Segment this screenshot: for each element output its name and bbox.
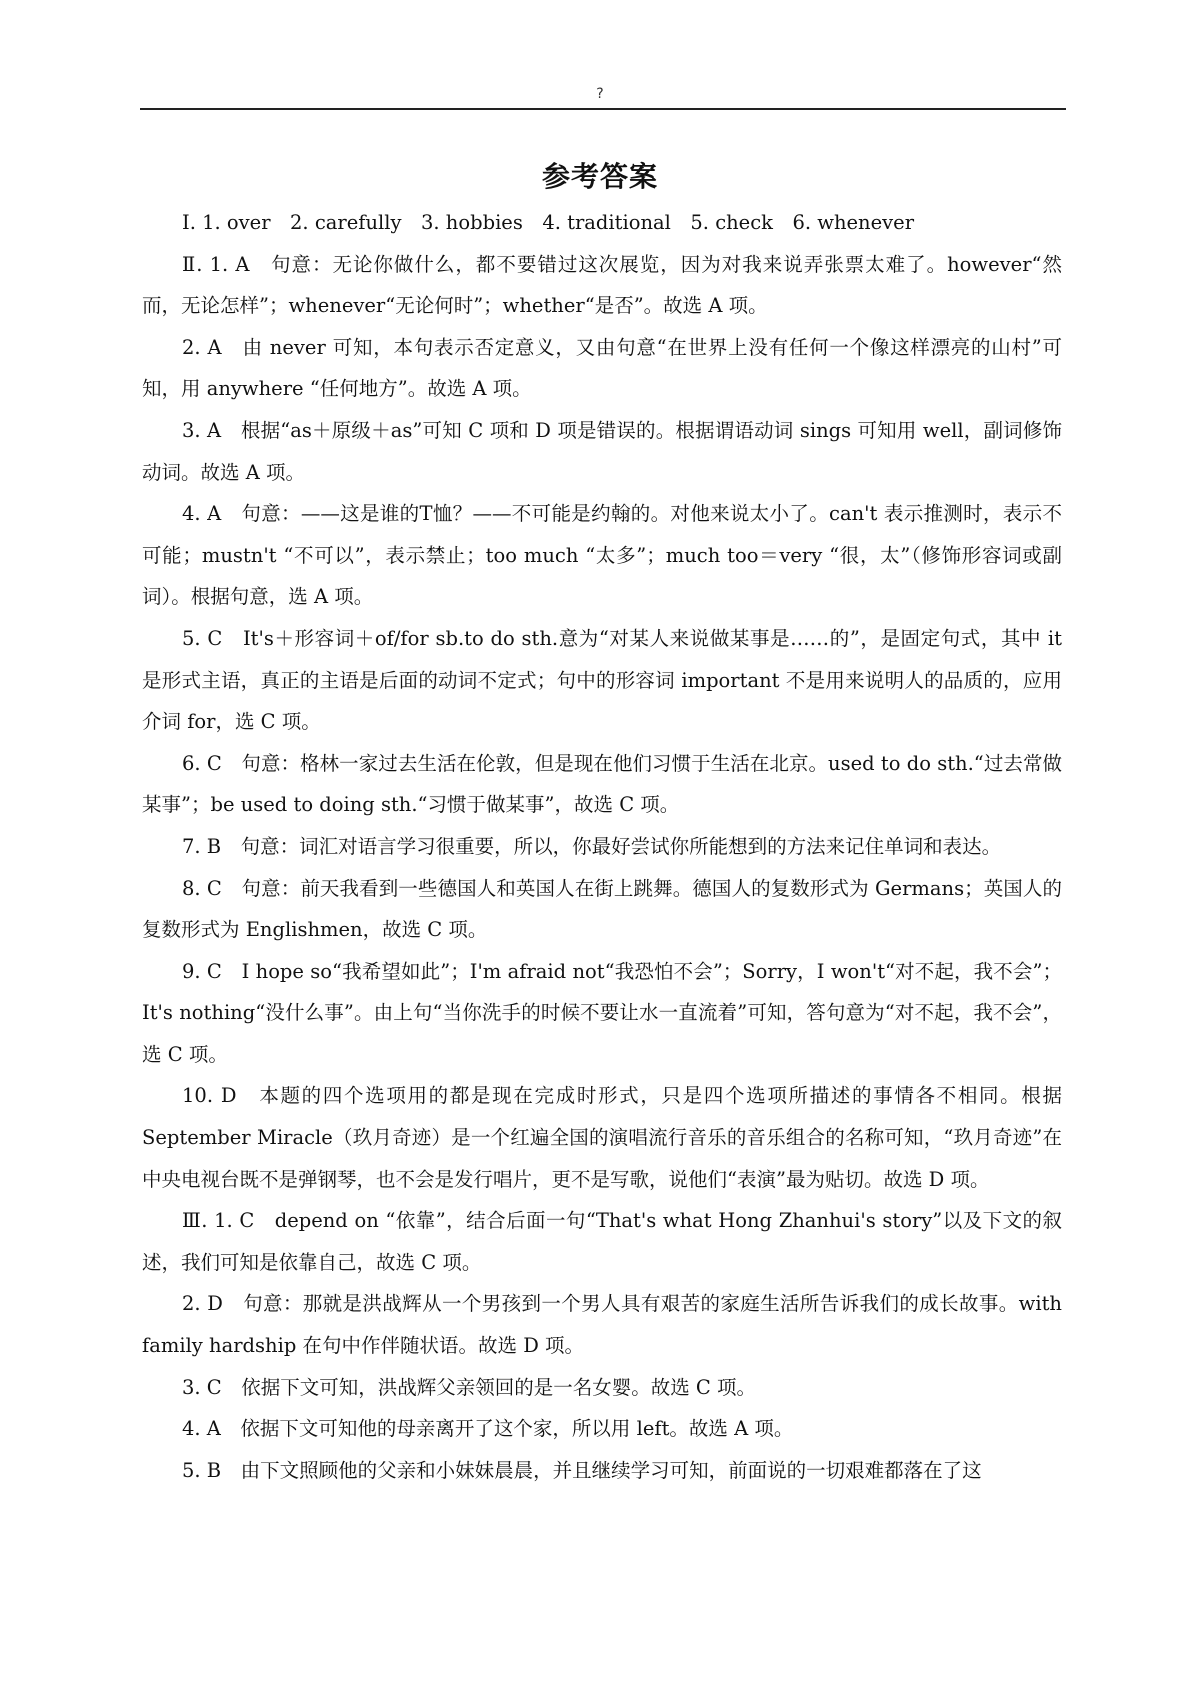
page-title: 参考答案 <box>541 160 658 193</box>
answer-section-2-q7: 7. B 句意：词汇对语言学习很重要，所以，你最好尝试你所能想到的方法来记住单词和表达。 <box>182 834 1002 858</box>
answer-section-2-q4: 4. A 句意：——这是谁的T恤？——不可能是约翰的。对他来说太小了。can't 表示推测时，表示不可能；mustn't “不可以”，表示禁止；too much “太多”；much too＝very “很，太”（修饰形容词或副词）。根据句意，选 A 项。 <box>142 502 1062 609</box>
answer-section-2-q2: 2. A 由 never 可知，本句表示否定意义，又由句意“在世界上没有任何一个像这样漂亮的山村”可知，用 anywhere “任何地方”。故选 A 项。 <box>142 335 1062 401</box>
answer-content <box>142 202 1062 1491</box>
answer-section-2-q6: 6. C 句意：格林一家过去生活在伦敦，但是现在他们习惯于生活在北京。used to do sth.“过去常做某事”；be used to doing sth.“习惯于做某事”，故选 C 项。 <box>142 751 1062 817</box>
answer-section-3-q5: 5. B 由下文照顾他的父亲和小妹妹晨晨，并且继续学习可知，前面说的一切艰难都落在了这 <box>182 1458 982 1482</box>
answer-section-2-q10: 10. D 本题的四个选项用的都是现在完成时形式，只是四个选项所描述的事情各不相同。根据 September Miracle（玖月奇迹）是一个红遍全国的演唱流行音乐的音乐组合的名称可知，“玖月奇迹”在中央电视台既不是弹钢琴，也不会是发行唱片，更不是写歌，说他们“表演”最为贴切。故选 D 项。 <box>142 1084 1062 1191</box>
header-mark: ? <box>596 86 604 102</box>
answer-section-3-q1: Ⅲ. 1. C depend on “依靠”，结合后面一句“That's what Hong Zhanhui's story”以及下文的叙述，我们可知是依靠自己，故选 C 项。 <box>142 1209 1062 1274</box>
answer-section-2-q9: 9. C I hope so“我希望如此”；I'm afraid not“我恐怕不会”；Sorry，I won't“对不起，我不会”；It's nothing“没什么事”。由上句“当你洗手的时候不要让水一直流着”可知，答句意为“对不起，我不会”，选 C 项。 <box>142 959 1062 1066</box>
answer-section-1: Ⅰ. 1. over 2. carefully 3. hobbies 4. traditional 5. check 6. whenever <box>182 211 915 234</box>
answer-section-3-q4: 4. A 依据下文可知他的母亲离开了这个家，所以用 left。故选 A 项。 <box>182 1417 794 1441</box>
answer-section-2-q3: 3. A 根据“as＋原级＋as”可知 C 项和 D 项是错误的。根据谓语动词 sings 可知用 well，副词修饰动词。故选 A 项。 <box>142 418 1062 484</box>
answer-section-3-q3: 3. C 依据下文可知，洪战辉父亲领回的是一名女婴。故选 C 项。 <box>182 1375 757 1399</box>
answer-section-2-q8: 8. C 句意：前天我看到一些德国人和英国人在街上跳舞。德国人的复数形式为 Germans；英国人的复数形式为 Englishmen，故选 C 项。 <box>142 876 1062 942</box>
answer-section-2-q1: Ⅱ. 1. A 句意：无论你做什么，都不要错过这次展览，因为对我来说弄张票太难了。however“然而，无论怎样”；whenever“无论何时”；whether“是否”。故选 A 项。 <box>142 252 1062 318</box>
answer-section-2-q5: 5. C It's＋形容词＋of/for sb.to do sth.意为“对某人来说做某事是……的”，是固定句式，其中 it 是形式主语，真正的主语是后面的动词不定式；句中的形容词 important 不是用来说明人的品质的，应用介词 for，选 C 项。 <box>142 626 1062 734</box>
header-rule <box>140 108 1066 110</box>
answer-section-3-q2: 2. D 句意：那就是洪战辉从一个男孩到一个男人具有艰苦的家庭生活所告诉我们的成长故事。with family hardship 在句中作伴随状语。故选 D 项。 <box>142 1292 1062 1358</box>
